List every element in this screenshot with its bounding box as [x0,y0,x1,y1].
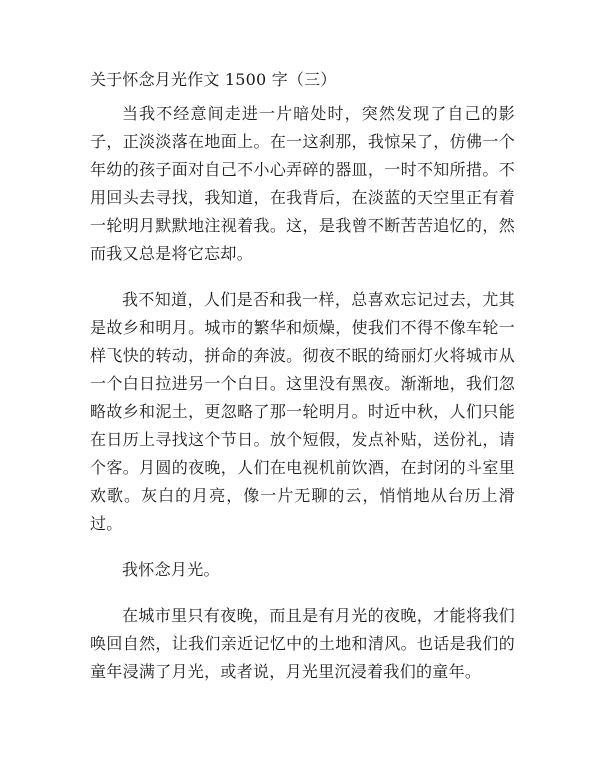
document-body [90,100,515,704]
paragraph-4: 在城市里只有夜晚，而且是有月光的夜晚，才能将我们唤回自然，让我们亲近记忆中的土地和清风。也话是我们的童年浸满了月光，或者说，月光里沉浸着我们的童年。 [90,606,515,681]
paragraph-3: 我怀念月光。 [122,560,220,579]
paragraph-1: 当我不经意间走进一片暗处时，突然发现了自己的影子，正淡淡落在地面上。在一这刹那，我惊呆了，仿佛一个年幼的孩子面对自己不小心弄碎的器皿，一时不知所措。不用回头去寻找，我知道，在我背后，在淡蓝的天空里正有着一轮明月默默地注视着我。这，是我曾不断苦苦追忆的，然而我又总是将它忘却。 [90,104,515,263]
document-title: 关于怀念月光作文 1500 字（三） [90,70,337,89]
paragraph-2: 我不知道，人们是否和我一样，总喜欢忘记过去，尤其是故乡和明月。城市的繁华和烦燥，使我们不得不像车轮一样飞快的转动，拼命的奔波。彻夜不眠的绮丽灯火将城市从一个白日拉进另一个白日。这里没有黑夜。渐渐地，我们忽略故乡和泥土，更忽略了那一轮明月。时近中秋，人们只能在日历上寻找这个节日。放个短假，发点补贴，送份礼，请个客。月圆的夜晚，人们在电视机前饮酒，在封闭的斗室里欢歌。灰白的月亮，像一片无聊的云，悄悄地从台历上滑过。 [90,290,515,533]
